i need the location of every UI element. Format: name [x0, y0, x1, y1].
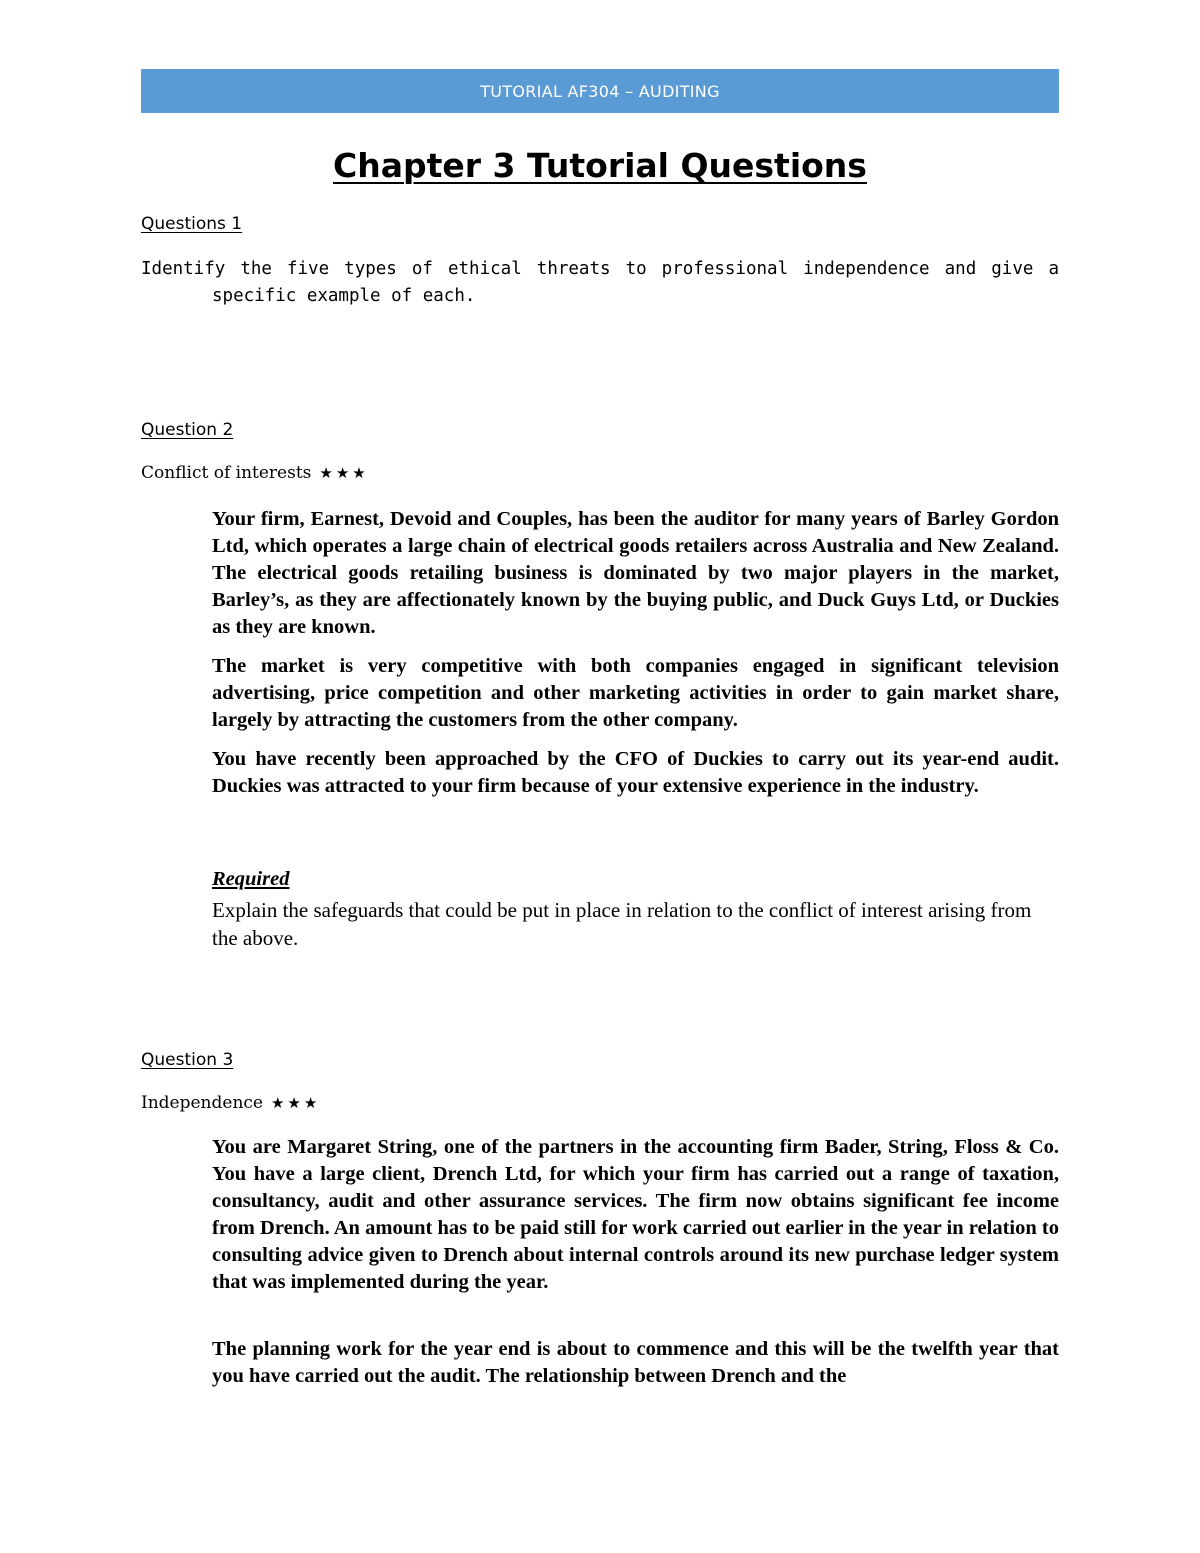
question-2-heading: Question 2 — [141, 420, 234, 440]
difficulty-stars-icon: ★★★ — [270, 1094, 321, 1112]
required-label: Required — [212, 868, 290, 890]
question-3-paragraph-2: The planning work for the year end is about to commence and this will be the twelfth year that you have carried out the audit. The relationship between Drench and the — [212, 1338, 1059, 1387]
question-2-paragraph-1: Your firm, Earnest, Devoid and Couples, has been the auditor for many years of Barley Gordon Ltd, which operates a large chain of electrical goods retailers across Australia and New Zealand. The electrical goods retailing business is dominated by two major players in the market, Barley’s, as they are affectionately known by the buying public, and Duck Guys Ltd, or Duckies as they are known. — [212, 508, 1059, 638]
question-2-paragraph-2: The market is very competitive with both companies engaged in significant television advertising, price competition and other marketing activities in order to gain market share, largely by attracting the customers from the other company. — [212, 655, 1059, 731]
question-3-topic: Independence — [141, 1093, 263, 1113]
header-text: TUTORIAL AF304 – AUDITING — [480, 81, 720, 101]
difficulty-stars-icon: ★★★ — [319, 464, 369, 482]
question-3-subheading — [141, 1093, 320, 1113]
question-2-topic: Conflict of interests — [141, 463, 312, 483]
question-1-text: Identify the five types of ethical threats to professional independence and give a specific example of each. — [141, 259, 1059, 306]
header-band — [141, 69, 1059, 113]
question-2-paragraph-3: You have recently been approached by the CFO of Duckies to carry out its year-end audit. Duckies was attracted to your firm because of your extensive experience in the industry. — [212, 748, 1059, 797]
document-title: Chapter 3 Tutorial Questions — [333, 146, 867, 185]
required-text: Explain the safeguards that could be put in place in relation to the conflict of interest arising from the above. — [212, 898, 1032, 950]
question-3-paragraph-1: You are Margaret String, one of the partners in the accounting firm Bader, String, Floss & Co. You have a large client, Drench Ltd, for which your firm has carried out a range of taxation, consultancy, audit and other assurance services. The firm now obtains significant fee income from Drench. An amount has to be paid still for work carried out earlier in the year in relation to consulting advice given to Drench about internal controls around its new purchase ledger system that was implemented during the year. — [212, 1136, 1059, 1293]
question-3-heading: Question 3 — [141, 1050, 234, 1070]
question-2-subheading — [141, 463, 369, 483]
question-1-heading: Questions 1 — [141, 214, 243, 234]
